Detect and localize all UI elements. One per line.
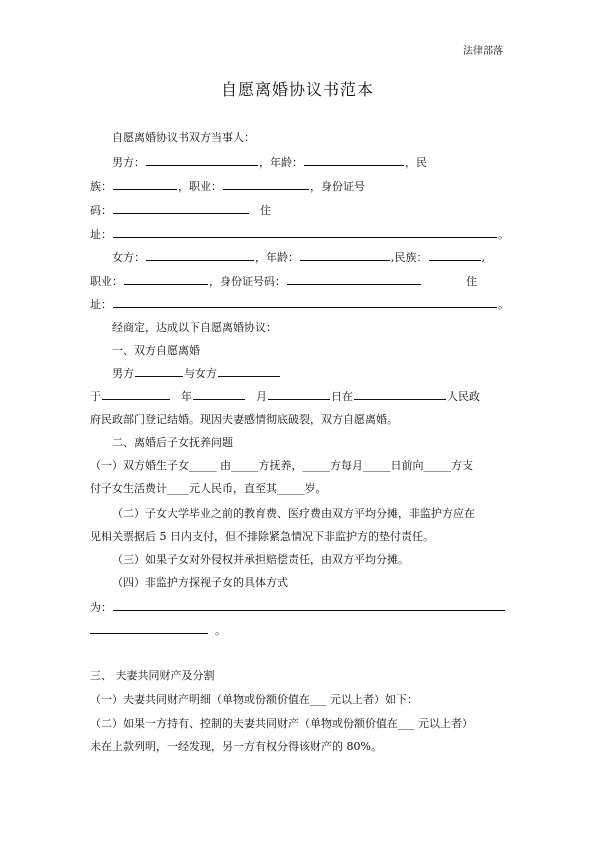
document-title: 自愿离婚协议书范本 (220, 80, 374, 99)
woman-address-label-b: 址： (90, 298, 112, 311)
woman-job-label: 职业： (90, 275, 123, 288)
woman-job-blank[interactable] (124, 274, 208, 285)
s1-month-blank[interactable] (193, 389, 245, 400)
woman-ethnic-label: ,民族： (391, 251, 428, 264)
woman-line-3 (90, 297, 509, 313)
s1-man-label: 男方 (112, 367, 134, 380)
man-line-4 (90, 227, 509, 243)
s1-woman-label: 与女方 (184, 367, 217, 380)
man-id-blank[interactable] (113, 203, 249, 214)
s3-clause-2-text-2: 未在上款列明，一经发现，另一方有权分得该财产的 80%。 (90, 740, 382, 753)
woman-id-blank[interactable] (287, 274, 421, 285)
section-2-clause-4-for (90, 600, 505, 616)
woman-age-blank[interactable] (300, 250, 390, 261)
section-2-clause-2-line-1 (90, 506, 527, 522)
man-name-blank[interactable] (146, 155, 258, 166)
woman-address-blank[interactable] (113, 297, 497, 308)
man-label: 男方： (112, 156, 145, 169)
section-2-clause-1-line-1 (90, 458, 505, 474)
man-ethnic-blank[interactable] (113, 179, 177, 190)
section-1-line-2 (90, 389, 505, 405)
woman-line-1 (90, 250, 527, 266)
man-address-label-b: 址： (90, 228, 112, 241)
man-age-label: ，年龄： (259, 156, 303, 169)
section-2-heading (90, 435, 527, 451)
s2-visit-end: 。 (215, 624, 226, 637)
section-2-heading-text: 二、离婚后子女抚养问题 (112, 436, 233, 449)
s2-clause-4-text: （四）非监护方探视子女的具体方式 (112, 576, 288, 589)
s2-clause-2-text-2: 见相关票据后 5 日内支付，但不排除紧急情况下非监护方的垫付责任。 (90, 530, 434, 543)
section-3-clause-1 (90, 692, 505, 708)
s2-clause-3-text: （三）如果子女对外侵权并承担赔偿责任，由双方平均分摊。 (112, 553, 409, 566)
man-line-3 (90, 203, 505, 219)
man-id-label-b: 码： (90, 204, 112, 217)
man-line-1 (90, 155, 527, 171)
header-source: 法律部落 (463, 46, 503, 57)
s1-place-blank[interactable] (354, 389, 446, 400)
section-3-clause-2-line-2 (90, 739, 505, 755)
man-id-label-a: ，身份证号 (310, 180, 365, 193)
woman-age-label: ，年龄： (255, 251, 299, 264)
s2-visit-blank-1[interactable] (113, 600, 505, 611)
s1-year-blank[interactable] (102, 389, 170, 400)
section-3-heading (90, 668, 505, 684)
s2-visit-label: 为： (90, 601, 112, 614)
s2-clause-2-text-1: （二）子女大学毕业之前的教育费、医疗费由双方平均分摊，非监护方应在 (112, 507, 475, 520)
section-3-clause-2-line-1 (90, 716, 505, 732)
section-2-clause-4 (90, 575, 527, 591)
intro-line (90, 130, 527, 146)
s1-govt-label: 人民政 (447, 390, 480, 403)
man-address-label-a: 住 (260, 204, 271, 217)
man-ethnic-label-b: 族： (90, 180, 112, 193)
s1-day-label: 日在 (331, 390, 353, 403)
section-1-line-3 (90, 412, 505, 428)
section-2-clause-2-line-2 (90, 529, 505, 545)
man-line-2 (90, 179, 505, 195)
woman-ethnic-blank[interactable] (429, 250, 481, 261)
s1-woman-blank[interactable] (218, 366, 280, 377)
s2-clause-1-text-2: 付子女生活费计____元人民币，直至其_____岁。 (90, 482, 327, 495)
woman-address-label-a: 住 (466, 275, 477, 288)
s1-month-label: 月 (256, 390, 267, 403)
section-2-clause-1-line-2 (90, 481, 505, 497)
s2-visit-blank-2[interactable] (90, 623, 208, 634)
s1-date-label: 于 (90, 390, 101, 403)
man-age-blank[interactable] (304, 155, 404, 166)
agreed-line (90, 320, 527, 336)
section-2-clause-4-cont (90, 623, 505, 639)
s3-clause-1-text: （一）夫妻共同财产明细（单物或份额价值在___ 元以上者）如下： (90, 693, 418, 706)
s2-clause-1-text-1: （一）双方婚生子女_____ 由_____方抚养，_____方每月_____日前向_____方支 (90, 459, 473, 472)
man-address-end: 。 (498, 228, 509, 241)
s3-clause-2-text-1: （二）如果一方持有、控制的夫妻共同财产（单物或份额价值在___ 元以上者） (90, 717, 473, 730)
s1-year-label: 年 (181, 390, 192, 403)
woman-line-2 (90, 274, 505, 290)
intro-text: 自愿离婚协议书双方当事人： (112, 131, 255, 144)
woman-ethnic-comma: , (481, 251, 485, 264)
s1-statement: 府民政部门登记结婚。现因夫妻感情彻底破裂，双方自愿离婚。 (90, 413, 398, 426)
agreed-text: 经商定，达成以下自愿离婚协议： (112, 321, 277, 334)
s1-man-blank[interactable] (135, 366, 183, 377)
s1-day-blank[interactable] (268, 389, 330, 400)
woman-label: 女方： (112, 251, 145, 264)
section-2-clause-3 (90, 552, 527, 568)
section-1-heading (90, 343, 527, 359)
man-job-label: ，职业： (178, 180, 222, 193)
man-address-blank[interactable] (113, 227, 497, 238)
man-job-blank[interactable] (223, 179, 309, 190)
man-ethnic-label-a: ，民 (405, 156, 427, 169)
section-1-heading-text: 一、双方自愿离婚 (112, 344, 200, 357)
woman-name-blank[interactable] (146, 250, 254, 261)
section-3-heading-text: 三、 夫妻共同财产及分割 (90, 669, 215, 682)
woman-id-label: ，身份证号码： (209, 275, 286, 288)
section-1-line-1 (90, 366, 527, 382)
woman-address-end: 。 (498, 298, 509, 311)
